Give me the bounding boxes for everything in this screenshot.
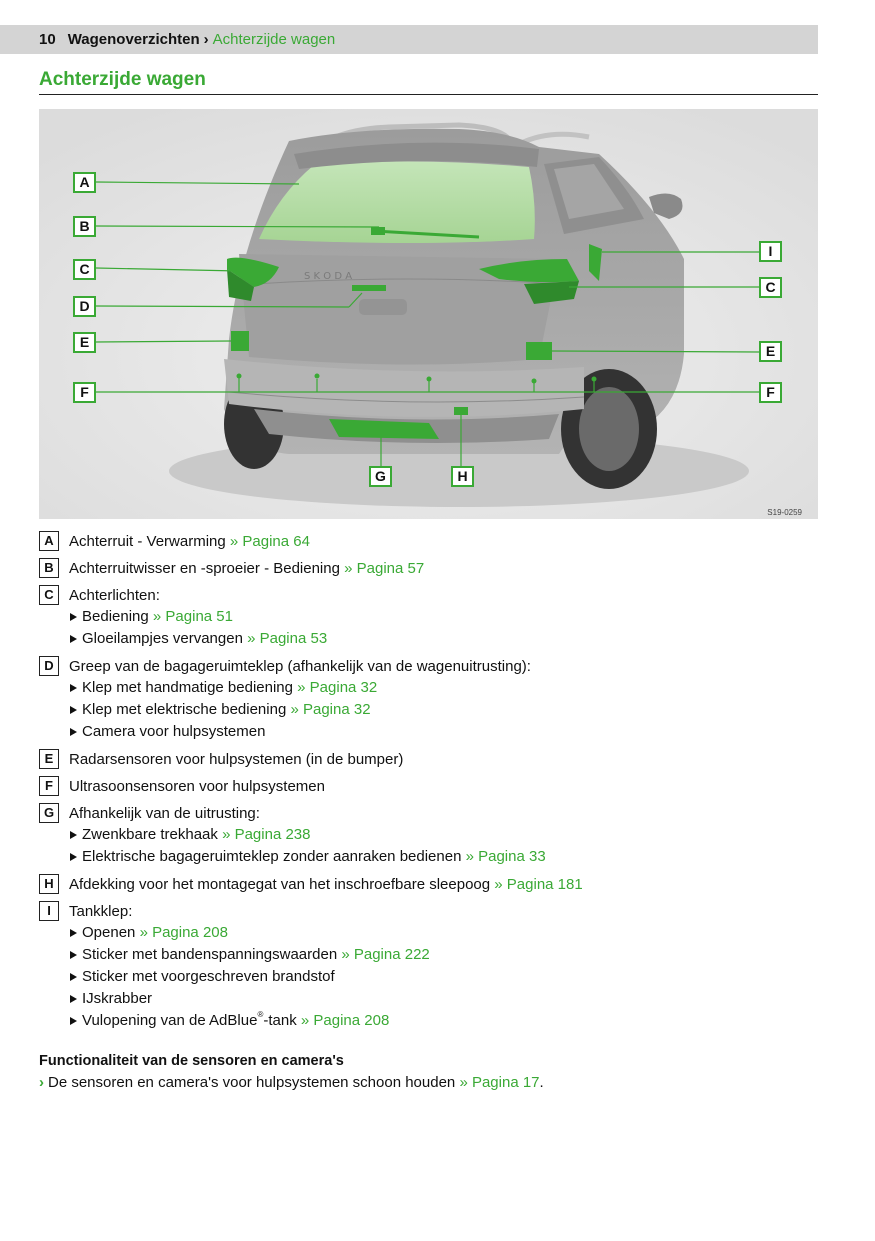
chevron-right-icon: ›	[39, 1074, 44, 1091]
callout-f-left: F	[73, 382, 96, 403]
breadcrumb-chapter[interactable]: Wagenoverzichten	[67, 31, 200, 48]
legend-key-i: I	[39, 901, 59, 921]
page-ref-link[interactable]: » Pagina 33	[465, 848, 546, 865]
legend-text-c: Achterlichten:	[69, 587, 160, 604]
header-arrow	[805, 25, 818, 53]
figure-code: S19-0259	[767, 508, 802, 517]
legend-entry-c	[39, 585, 829, 650]
callout-c-left: C	[73, 259, 96, 280]
callout-e-right: E	[759, 341, 782, 362]
car-rear-figure	[39, 109, 818, 519]
page-ref-link[interactable]: » Pagina 53	[247, 630, 328, 647]
page-ref-link[interactable]: » Pagina 17	[459, 1074, 540, 1091]
legend-text-i: Tankklep:	[69, 903, 133, 920]
callout-f-right: F	[759, 382, 782, 403]
page-title: Achterzijde wagen	[39, 68, 818, 95]
header-breadcrumb	[39, 25, 335, 54]
legend-sub-item: Bediening » Pagina 51	[69, 606, 829, 628]
legend-sub-item: Sticker met voorgeschreven brandstof	[69, 966, 829, 988]
legend-text-b: Achterruitwisser en -sproeier - Bediening	[69, 560, 340, 577]
legend-text-e: Radarsensoren voor hulpsystemen (in de bumper)	[69, 751, 404, 768]
page-ref-link[interactable]: » Pagina 51	[152, 608, 233, 625]
legend-key-a: A	[39, 531, 59, 551]
legend-key-b: B	[39, 558, 59, 578]
callout-a: A	[73, 172, 96, 193]
legend-key-g: G	[39, 803, 59, 823]
legend-entry-i	[39, 901, 829, 1032]
legend-text-g: Afhankelijk van de uitrusting:	[69, 805, 260, 822]
legend-entry-a	[39, 531, 829, 552]
legend-key-f: F	[39, 776, 59, 796]
callout-h: H	[451, 466, 474, 487]
legend-sub-item: Elektrische bagageruimteklep zonder aanraken bedienen » Pagina 33	[69, 846, 829, 868]
page-ref-link[interactable]: » Pagina 208	[139, 924, 228, 941]
legend-key-d: D	[39, 656, 59, 676]
registered-mark: ®	[257, 1010, 264, 1019]
legend-key-c: C	[39, 585, 59, 605]
legend-text-d: Greep van de bagageruimteklep (afhankelijk van de wagenuitrusting):	[69, 658, 531, 675]
car-rear-illustration	[39, 109, 818, 519]
legend-entry-g	[39, 803, 829, 868]
legend-list	[39, 531, 829, 1038]
legend-sub-item: Openen » Pagina 208	[69, 922, 829, 944]
brand-lettering: S K O D A	[304, 271, 353, 282]
functionality-text: De sensoren en camera's voor hulpsystemen schoon houden	[48, 1074, 456, 1091]
legend-sub-item: Camera voor hulpsystemen	[69, 721, 829, 743]
page-ref-link[interactable]: » Pagina 181	[494, 876, 583, 893]
callout-e-left: E	[73, 332, 96, 353]
legend-sub-item: Sticker met bandenspanningswaarden » Pagina 222	[69, 944, 829, 966]
legend-sub-item: Klep met handmatige bediening » Pagina 32	[69, 677, 829, 699]
legend-entry-f	[39, 776, 829, 797]
functionality-line: › De sensoren en camera's voor hulpsystemen schoon houden » Pagina 17.	[39, 1074, 544, 1091]
callout-c-right: C	[759, 277, 782, 298]
legend-sub-item: Klep met elektrische bediening » Pagina 32	[69, 699, 829, 721]
page-number: 10	[39, 31, 56, 48]
legend-entry-h	[39, 874, 829, 895]
page-ref-link[interactable]: » Pagina 64	[229, 533, 310, 550]
breadcrumb-section[interactable]: Achterzijde wagen	[212, 31, 336, 48]
page-ref-link[interactable]: » Pagina 57	[344, 560, 425, 577]
page-ref-link[interactable]: » Pagina 32	[290, 701, 371, 718]
legend-text-f: Ultrasoonsensoren voor hulpsystemen	[69, 778, 325, 795]
functionality-title: Functionaliteit van de sensoren en camera's	[39, 1053, 344, 1069]
legend-text-a: Achterruit - Verwarming	[69, 533, 226, 550]
legend-key-h: H	[39, 874, 59, 894]
legend-entry-b	[39, 558, 829, 579]
page-ref-link[interactable]: » Pagina 208	[300, 1012, 390, 1029]
legend-entry-e	[39, 749, 829, 770]
callout-b: B	[73, 216, 96, 237]
breadcrumb-separator: ›	[203, 31, 209, 48]
callout-d: D	[73, 296, 96, 317]
callout-g: G	[369, 466, 392, 487]
callout-i: I	[759, 241, 782, 262]
legend-sub-item: Vulopening van de AdBlue®-tank » Pagina 208	[69, 1010, 829, 1032]
page-ref-link[interactable]: » Pagina 32	[297, 679, 378, 696]
legend-key-e: E	[39, 749, 59, 769]
page-ref-link[interactable]: » Pagina 238	[222, 826, 311, 843]
legend-text-h: Afdekking voor het montagegat van het inschroefbare sleepoog	[69, 876, 491, 893]
legend-entry-d	[39, 656, 829, 743]
legend-sub-item: IJskrabber	[69, 988, 829, 1010]
page-ref-link[interactable]: » Pagina 222	[341, 946, 430, 963]
legend-sub-item: Gloeilampjes vervangen » Pagina 53	[69, 628, 829, 650]
legend-sub-item: Zwenkbare trekhaak » Pagina 238	[69, 824, 829, 846]
